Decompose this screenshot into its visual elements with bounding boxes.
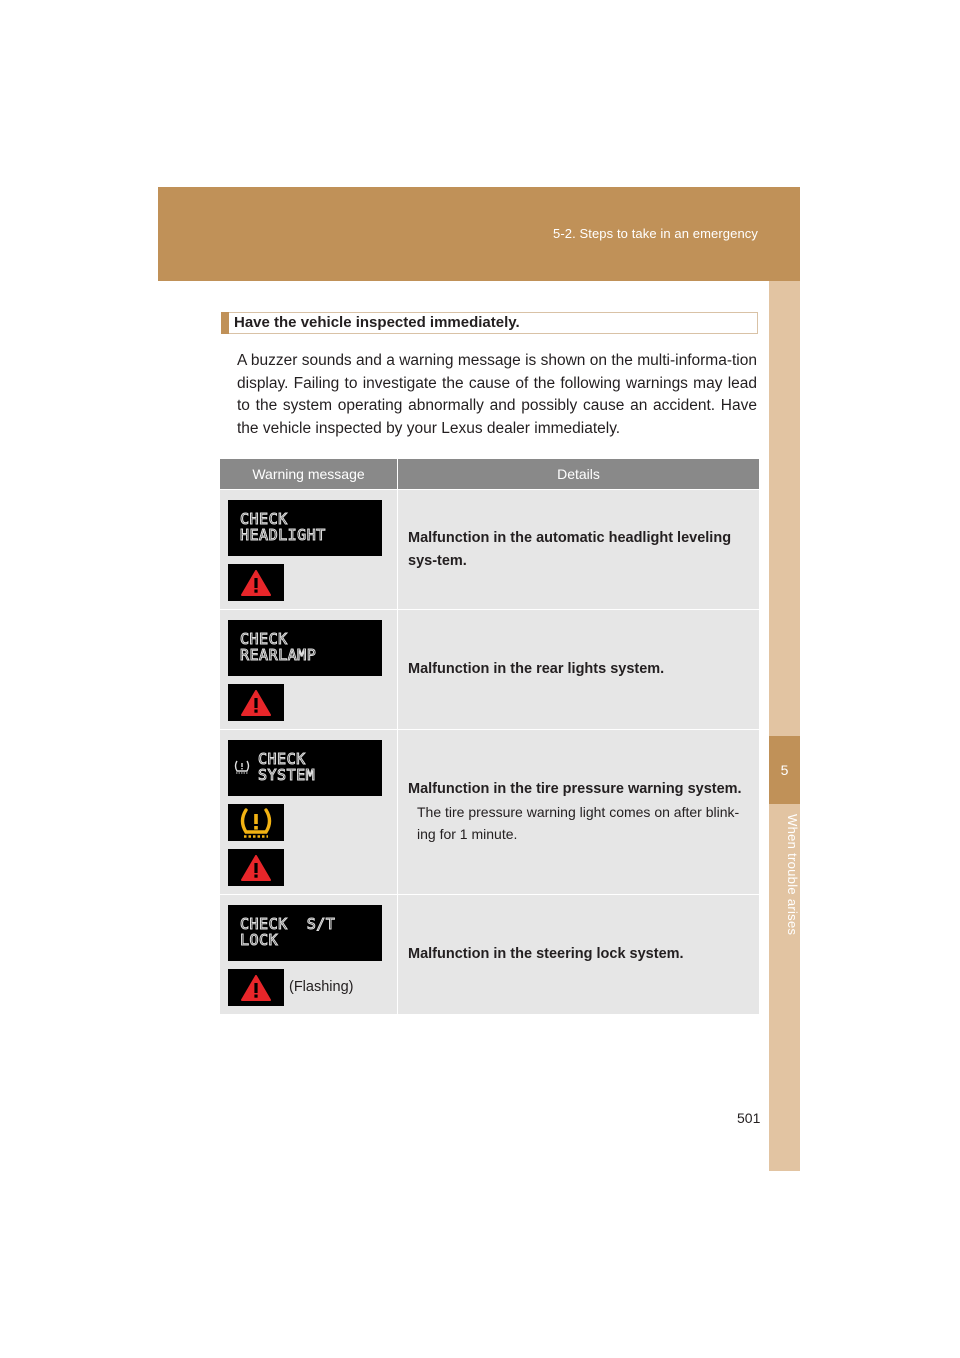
- warning-cell: [220, 610, 398, 730]
- section-heading-bar: [221, 312, 229, 334]
- warning-triangle-icon: [228, 684, 284, 721]
- detail-cell: [398, 490, 760, 610]
- display-message: [228, 740, 382, 796]
- table-row: [220, 610, 759, 730]
- tire-pressure-icon: [228, 804, 284, 841]
- tire-pressure-mini-icon: [234, 760, 250, 774]
- section-heading: Have the vehicle inspected immediately.: [234, 314, 520, 331]
- display-message: [228, 620, 382, 676]
- warning-triangle-icon: [228, 564, 284, 601]
- display-line: HEADLIGHT: [240, 526, 326, 544]
- page-number: 501: [737, 1110, 761, 1126]
- display-line: CHECK: [258, 750, 306, 768]
- detail-cell: [398, 610, 760, 730]
- display-line: SYSTEM: [258, 766, 316, 784]
- warning-table: [220, 459, 759, 1014]
- warning-cell: [220, 490, 398, 610]
- warning-cell: [220, 730, 398, 895]
- flashing-note: (Flashing): [289, 978, 354, 995]
- table-row: [220, 730, 759, 895]
- detail-text: Malfunction in the steering lock system.: [408, 946, 684, 963]
- chapter-tab[interactable]: [769, 736, 800, 804]
- detail-subtext: The tire pressure warning light comes on after blink-ing for 1 minute.: [417, 803, 740, 843]
- chapter-label: When trouble arises: [785, 814, 800, 936]
- warning-cell: [220, 895, 398, 1015]
- running-header: 5-2. Steps to take in an emergency: [552, 226, 758, 241]
- detail-text: Malfunction in the rear lights system.: [408, 661, 665, 678]
- display-line: CHECK S/T: [240, 915, 336, 933]
- display-line: REARLAMP: [240, 646, 317, 664]
- warning-triangle-icon: [228, 969, 284, 1006]
- table-header-row: [220, 459, 759, 490]
- detail-text: Malfunction in the tire pressure warning system.: [408, 781, 742, 798]
- detail-text: Malfunction in the automatic headlight leveling sys-tem.: [408, 530, 732, 569]
- table-row: [220, 895, 759, 1015]
- side-strip: [769, 281, 800, 1171]
- column-header-warning-message: Warning message: [220, 459, 398, 490]
- header-band: [158, 187, 800, 281]
- display-line: CHECK: [240, 630, 288, 648]
- table-row: [220, 490, 759, 610]
- detail-cell: [398, 730, 760, 895]
- display-line: LOCK: [240, 931, 279, 949]
- display-message: [228, 500, 382, 556]
- section-heading-box: [221, 312, 758, 334]
- warning-triangle-icon: [228, 849, 284, 886]
- chapter-number: 5: [780, 762, 789, 778]
- column-header-details: Details: [398, 459, 760, 490]
- display-line: CHECK: [240, 510, 288, 528]
- flash-row: [228, 961, 397, 1006]
- intro-paragraph: A buzzer sounds and a warning message is shown on the multi-informa-tion display. Failing to investigate the cause of the following warnings may lead to the system operating abnormally and possibly cause an accident. Have the vehicle inspected by your Lexus dealer immediately.: [237, 352, 757, 438]
- display-message: [228, 905, 382, 961]
- detail-cell: [398, 895, 760, 1015]
